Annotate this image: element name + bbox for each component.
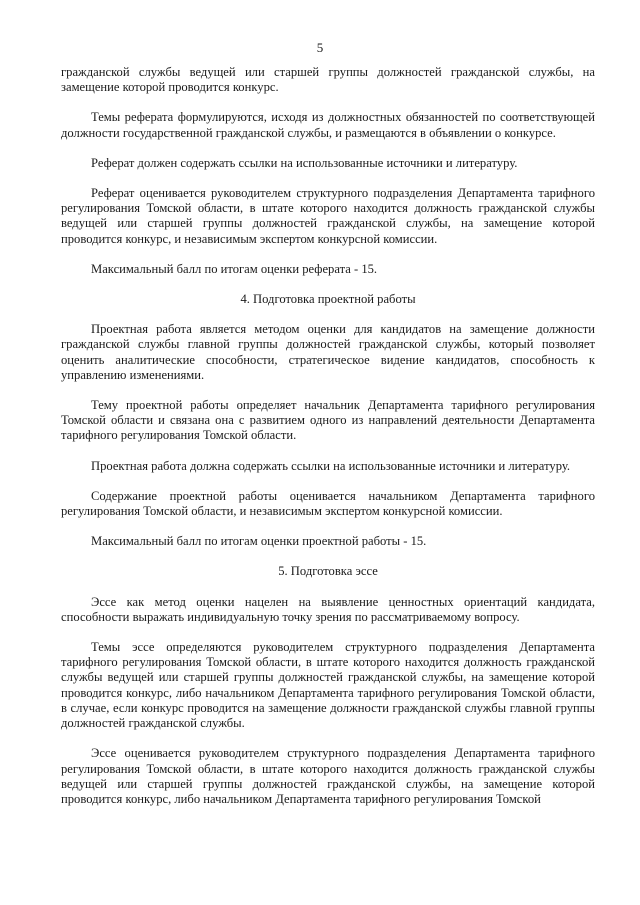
paragraph-project-definition: Проектная работа является методом оценки для кандидатов на замещение должности гражданской службы главной группы должностей гражданской службы, который позволяет оценить аналитические способности, стратегическое видение кандидатов, способность к управлению изменениями. — [61, 322, 595, 382]
paragraph-project-evaluation: Содержание проектной работы оценивается начальником Департамента тарифного регулирования Томской области, и независимым экспертом конкурсной комиссии. — [61, 488, 595, 519]
paragraph-continuation: гражданской службы ведущей или старшей группы должностей гражданской службы, на замещение которой проводится конкурс. — [61, 65, 595, 95]
paragraph-essay-evaluation: Эссе оценивается руководителем структурного подразделения Департамента тарифного регулирования Томской области, в штате которого находится должность гражданской службы ведущей или старшей группы должностей гражданской службы, на замещение которой проводится конкурс, либо начальником Департамента тарифного регулирования Томской — [61, 746, 595, 806]
paragraph-essay-definition: Эссе как метод оценки нацелен на выявление ценностных ориентаций кандидата, способности выражать индивидуальную точку зрения по рассматриваемому вопросу. — [61, 594, 595, 624]
paragraph-project-max-score: Максимальный балл по итогам оценки проектной работы - 15. — [91, 534, 427, 549]
paragraph-essay-topics: Темы эссе определяются руководителем структурного подразделения Департамента тарифного регулирования Томской области, в штате которого находится должность гражданской службы ведущей или старшей группы должностей гражданской службы, на замещение которой проводится конкурс, либо начальником Департамента тарифного регулирования Томской области, в случае, если конкурс проводится на замещение должности гражданской службы главной группы должностей гражданской службы. — [61, 640, 595, 731]
paragraph-referat-evaluation: Реферат оценивается руководителем структурного подразделения Департамента тарифного регулирования Томской области, в штате которого находится должность гражданской службы ведущей или старшей группы должностей гражданской службы, на замещение которой проводится конкурс, и независимым экспертом конкурсной комиссии. — [61, 186, 595, 246]
paragraph-project-sources: Проектная работа должна содержать ссылки на использованные источники и литературу. — [91, 458, 571, 473]
paragraph-referat-max-score: Максимальный балл по итогам оценки реферата - 15. — [91, 261, 378, 276]
page-number: 5 — [316, 40, 324, 55]
document-body — [61, 65, 595, 822]
section-heading-essay: 5. Подготовка эссе — [278, 564, 378, 579]
paragraph-referat-sources: Реферат должен содержать ссылки на использованные источники и литературу. — [91, 155, 518, 170]
paragraph-essay-topics-referat: Темы реферата формулируются, исходя из должностных обязанностей по соответствующей должности государственной гражданской службы, и размещаются в объявлении о конкурсе. — [61, 110, 595, 140]
paragraph-project-topic: Тему проектной работы определяет начальник Департамента тарифного регулирования Томской области и связана она с развитием одного из направлений деятельности Департамента тарифного регулирования Томской области. — [61, 398, 595, 443]
section-heading-project-work: 4. Подготовка проектной работы — [240, 292, 416, 307]
